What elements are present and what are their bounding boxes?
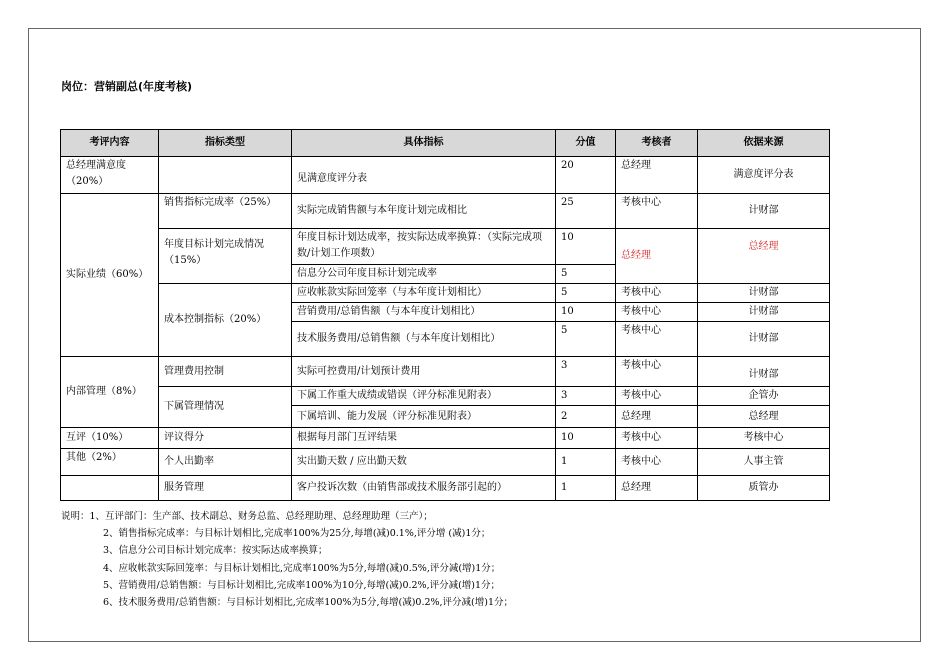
cell-score: 3 (556, 387, 616, 406)
cell-type: 个人出勤率 (159, 449, 292, 476)
page-title: 岗位：营销副总(年度考核) (61, 80, 193, 93)
cell-type (159, 157, 292, 194)
header-score: 分值 (556, 130, 616, 157)
cell-type: 管理费用控制 (159, 357, 292, 387)
cell-indicator: 营销费用/总销售额（与本年度计划相比） (292, 303, 556, 322)
cell-source: 满意度评分表 (698, 157, 830, 194)
table-row (61, 284, 830, 303)
cell-indicator: 根据每月部门互评结果 (292, 428, 556, 449)
cell-assessor: 考核中心 (616, 303, 698, 322)
cell-type: 下属管理情况 (159, 387, 292, 428)
cell-score: 5 (556, 322, 616, 357)
cell-score: 10 (556, 229, 616, 265)
cell-assessor: 总经理 (616, 157, 698, 194)
header-content: 考评内容 (61, 130, 159, 157)
table-row (61, 194, 830, 229)
table-row (61, 357, 830, 387)
cell-type: 成本控制指标（20%） (159, 284, 292, 357)
cell-indicator: 应收帐款实际回笼率（与本年度计划相比） (292, 284, 556, 303)
cell-source: 考核中心 (698, 428, 830, 449)
cell-indicator: 信息分公司年度目标计划完成率 (292, 265, 556, 284)
cell-score: 10 (556, 428, 616, 449)
cell-assessor: 考核中心 (616, 449, 698, 476)
cell-content (61, 476, 159, 501)
note-line: 说明：1、互评部门：生产部、技术副总、财务总监、总经理助理、总经理助理（三产）； (61, 511, 433, 522)
cell-content: 实际业绩（60%） (61, 194, 159, 357)
cell-score: 25 (556, 194, 616, 229)
cell-assessor: 总经理 (616, 406, 698, 428)
cell-source: 计财部 (698, 357, 830, 387)
cell-assessor: 考核中心 (616, 357, 698, 387)
cell-score: 3 (556, 357, 616, 387)
cell-score: 5 (556, 284, 616, 303)
table-row (61, 229, 830, 265)
header-assessor: 考核者 (616, 130, 698, 157)
cell-indicator: 下属培训、能力发展（评分标准见附表） (292, 406, 556, 428)
cell-indicator: 实际完成销售额与本年度计划完成相比 (292, 194, 556, 229)
note-line: 5、营销费用/总销售额：与目标计划相比,完成率100%为10分,每增(减)0.2%,评分减(增)1分； (103, 579, 501, 591)
cell-assessor: 考核中心 (616, 387, 698, 406)
cell-type: 评议得分 (159, 428, 292, 449)
cell-content: 总经理满意度（20%） (61, 157, 159, 194)
cell-score: 2 (556, 406, 616, 428)
cell-source: 质管办 (698, 476, 830, 501)
cell-source: 计财部 (698, 284, 830, 303)
cell-indicator: 见满意度评分表 (292, 157, 556, 194)
cell-source: 企管办 (698, 387, 830, 406)
table-row (61, 476, 830, 501)
cell-assessor: 总经理 (616, 229, 698, 284)
assessment-table (60, 129, 830, 501)
cell-score: 1 (556, 476, 616, 501)
note-line: 2、销售指标完成率：与目标计划相比,完成率100%为25分,每增(减)0.1%,评分增 (减)1分； (103, 528, 491, 540)
cell-assessor: 考核中心 (616, 284, 698, 303)
cell-score: 5 (556, 265, 616, 284)
cell-assessor: 考核中心 (616, 194, 698, 229)
cell-content: 内部管理（8%） (61, 357, 159, 428)
note-line: 3、信息分公司目标计划完成率：按实际达成率换算； (103, 545, 328, 557)
notes-section (61, 508, 513, 611)
cell-indicator: 年度目标计划达成率，按实际达成率换算：（实际完成项数/计划工作项数） (292, 229, 556, 265)
cell-content: 其他（2%） (61, 449, 159, 476)
cell-type: 服务管理 (159, 476, 292, 501)
table-header-row (61, 130, 830, 157)
cell-source: 总经理 (698, 229, 830, 284)
header-source: 依据来源 (698, 130, 830, 157)
cell-indicator: 技术服务费用/总销售额（与本年度计划相比） (292, 322, 556, 357)
cell-assessor: 考核中心 (616, 428, 698, 449)
cell-type: 销售指标完成率（25%） (159, 194, 292, 229)
header-type: 指标类型 (159, 130, 292, 157)
header-indicator: 具体指标 (292, 130, 556, 157)
cell-score: 10 (556, 303, 616, 322)
table-row (61, 387, 830, 406)
cell-source: 计财部 (698, 303, 830, 322)
cell-content: 互评（10%） (61, 428, 159, 449)
table-row (61, 157, 830, 194)
cell-type: 年度目标计划完成情况（15%） (159, 229, 292, 284)
cell-indicator: 客户投诉次数（由销售部或技术服务部引起的） (292, 476, 556, 501)
note-line: 4、应收帐款实际回笼率：与目标计划相比,完成率100%为5分,每增(减)0.5%,评分减(增)1分； (103, 562, 501, 574)
cell-score: 1 (556, 449, 616, 476)
cell-assessor: 总经理 (616, 476, 698, 501)
note-line: 6、技术服务费用/总销售额：与目标计划相比,完成率100%为5分,每增(减)0.2%,评分减(增)1分； (103, 597, 514, 609)
table-row (61, 428, 830, 449)
cell-indicator: 实出勤天数 / 应出勤天数 (292, 449, 556, 476)
cell-indicator: 下属工作重大成绩或错误（评分标准见附表） (292, 387, 556, 406)
cell-assessor: 考核中心 (616, 322, 698, 357)
cell-source: 人事主管 (698, 449, 830, 476)
cell-indicator: 实际可控费用/计划预计费用 (292, 357, 556, 387)
table-row (61, 449, 830, 476)
cell-source: 总经理 (698, 406, 830, 428)
cell-source: 计财部 (698, 194, 830, 229)
cell-score: 20 (556, 157, 616, 194)
cell-source: 计财部 (698, 322, 830, 357)
